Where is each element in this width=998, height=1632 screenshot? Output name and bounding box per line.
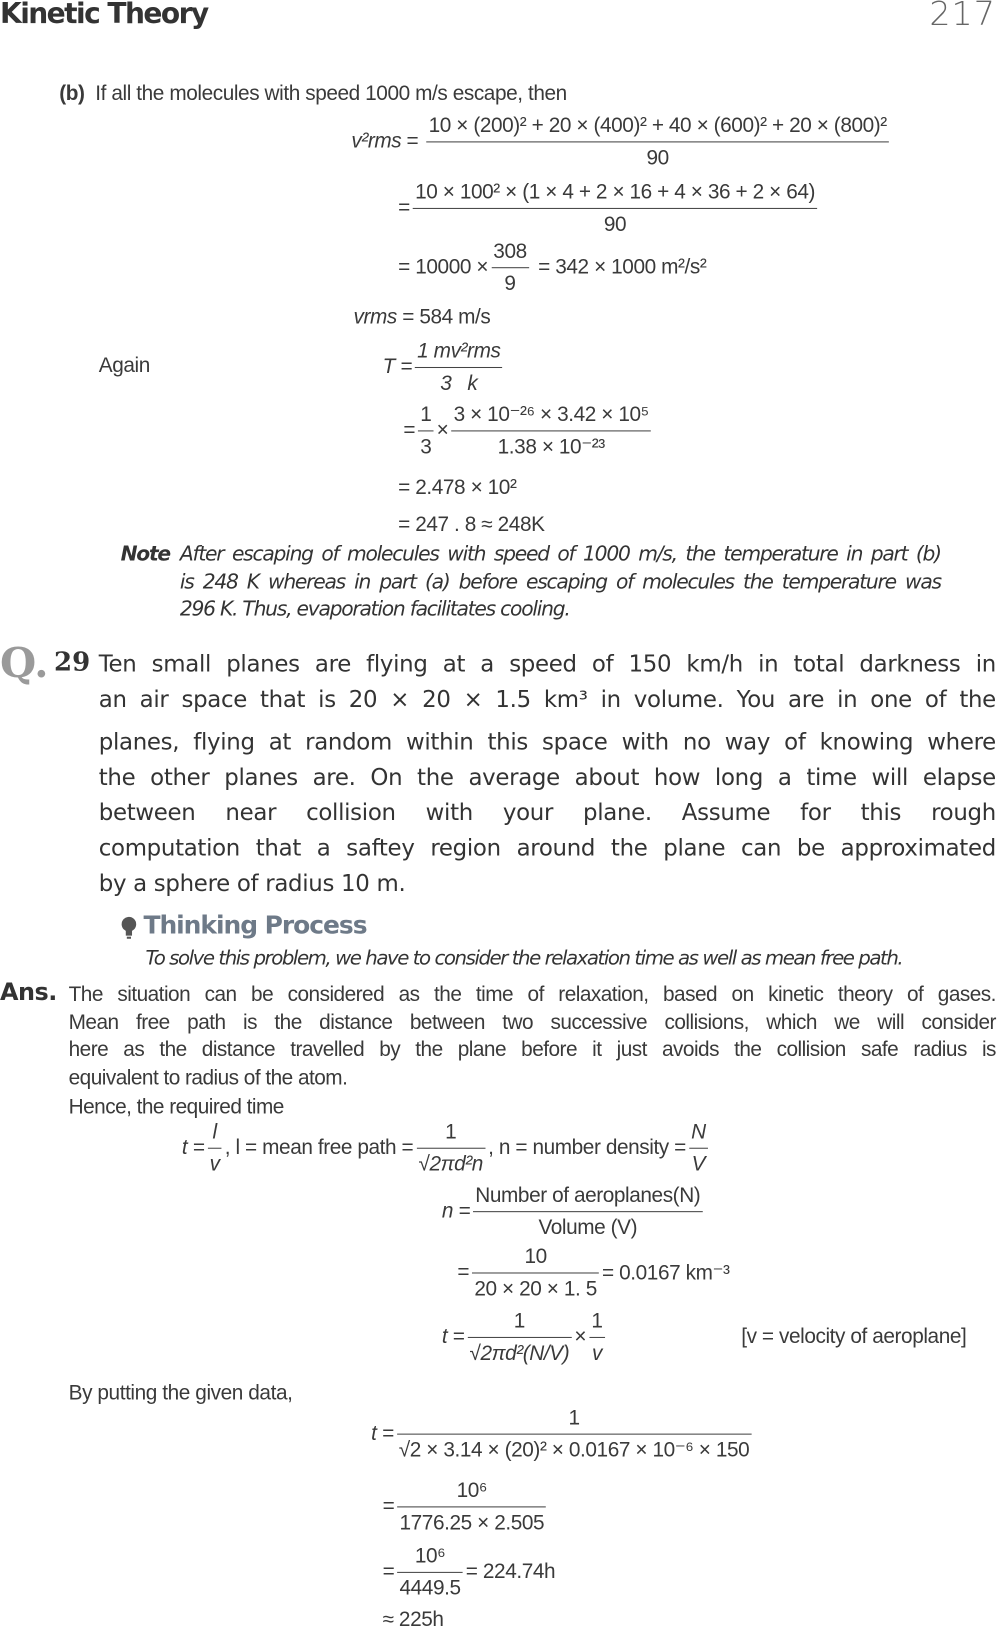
equals: = — [398, 196, 410, 220]
note-line: After escaping of molecules with speed of 1000 m/s, the temperature in part (b) — [179, 541, 941, 566]
equals: = — [382, 1560, 395, 1584]
fraction — [415, 336, 502, 399]
denominator: 3 — [420, 435, 432, 459]
note-label: Note — [120, 541, 170, 566]
chapter-title: Kinetic Theory — [0, 0, 208, 31]
fraction — [472, 1241, 599, 1304]
equation-step-3 — [398, 236, 706, 299]
numerator: 10 × 100² × (1 × 4 + 2 × 16 + 4 × 36 + 2 × 64) — [413, 177, 817, 209]
question-number: 29 — [54, 646, 91, 677]
mean-free-path-text: , l = mean free path = — [224, 1136, 414, 1160]
intro-text: If all the molecules with speed 1000 m/s escape, then — [95, 82, 567, 105]
velocity-note: [v = velocity of aeroplane] — [741, 1325, 967, 1349]
answer-line: The situation can be considered as the time of relaxation, based on kinetic theory of gases. — [68, 983, 996, 1007]
answer-line: Hence, the required time — [68, 1095, 284, 1119]
equation-number-density — [442, 1180, 706, 1243]
numerator: 1 — [467, 1306, 571, 1338]
fraction — [451, 399, 650, 462]
question-line: an air space that is 20 × 20 × 1.5 km³ in volume. You are in one of the — [98, 687, 996, 714]
prefix: = 10000 × — [398, 255, 489, 279]
equation-step-2 — [398, 177, 820, 240]
denominator: Volume (V) — [538, 1216, 638, 1240]
final-answer: ≈ 225h — [382, 1608, 444, 1632]
equation-step-8: = 247 . 8 ≈ 248K — [398, 513, 545, 537]
denominator: 3 k — [440, 372, 478, 396]
question-line: computation that a saftey region around the plane can be approximated — [98, 835, 996, 862]
equation-mean-free-path — [182, 1117, 711, 1180]
number-density-text: , n = number density = — [488, 1136, 686, 1160]
numerator: Number of aeroplanes(N) — [473, 1180, 702, 1212]
numerator: 10⁶ — [397, 1541, 462, 1573]
equation-density-value — [457, 1241, 729, 1304]
times: × — [436, 418, 449, 442]
answer-line: here as the distance travelled by the plane before it just avoids the collision safe radius is — [68, 1038, 996, 1062]
note-line: 296 K. Thus, evaporation facilitates cooling. — [179, 596, 570, 621]
denominator: 90 — [646, 146, 669, 170]
answer-text — [69, 981, 996, 1121]
equation-vrms — [353, 306, 490, 330]
numerator: N — [689, 1117, 708, 1149]
equation-temperature — [383, 336, 506, 399]
fraction — [207, 1117, 221, 1180]
equals: = — [403, 418, 416, 442]
fraction — [418, 399, 433, 462]
numerator: 1 — [416, 1117, 485, 1149]
numerator: 1 mv²rms — [415, 336, 502, 368]
denominator: v — [591, 1342, 602, 1365]
lhs: t = — [371, 1422, 394, 1446]
equation-time-step-3 — [383, 1541, 556, 1604]
fraction — [589, 1306, 604, 1369]
equation-temperature-values — [403, 399, 654, 462]
fraction — [413, 177, 817, 240]
denominator: 20 × 20 × 1. 5 — [474, 1277, 597, 1301]
result: = 342 × 1000 m²/s² — [538, 255, 707, 279]
fraction — [397, 1402, 752, 1465]
denominator: 9 — [504, 272, 516, 296]
numerator: 1 — [397, 1402, 752, 1434]
equals: = — [457, 1261, 470, 1284]
denominator: √2 × 3.14 × (20)² × 0.0167 × 10⁻⁶ × 150 — [398, 1438, 750, 1462]
answer-line: Mean free path is the distance between two successive collisions, which we will consider — [68, 1011, 996, 1034]
putting-data-text: By putting the given data, — [68, 1381, 293, 1405]
again-label: Again — [98, 354, 150, 378]
numerator: 1 — [589, 1306, 604, 1338]
denominator: 90 — [603, 213, 627, 236]
note-line: is 248 K whereas in part (a) before escaping of molecules the temperature was — [179, 569, 941, 594]
denominator: 1.38 × 10⁻²³ — [497, 435, 605, 459]
equals: = — [382, 1494, 395, 1518]
lhs: vrms — [353, 305, 397, 329]
question-prefix: Q. — [0, 638, 49, 688]
equation-time-formula — [442, 1306, 608, 1369]
part-label: (b) — [59, 82, 85, 105]
result: = 224.74h — [465, 1560, 556, 1584]
question-line: the other planes are. On the average about how long a time will elapse — [98, 765, 996, 792]
question-line: planes, flying at random within this space with no way of knowing where — [98, 729, 996, 756]
rhs: = 584 m/s — [402, 305, 491, 329]
fraction — [416, 1117, 485, 1180]
page-number: 217 — [929, 0, 996, 34]
thinking-process-text: To solve this problem, we have to consider the relaxation time as well as mean free path. — [145, 947, 903, 970]
numerator: 308 — [491, 236, 529, 268]
fraction — [397, 1475, 546, 1538]
equals: = — [406, 129, 419, 153]
lhs: t = — [441, 1325, 465, 1349]
equation-time-step-2 — [383, 1475, 550, 1538]
denominator: 4449.5 — [399, 1577, 461, 1600]
lightbulb-icon — [121, 915, 138, 945]
question-text — [99, 648, 996, 903]
fraction — [491, 236, 529, 299]
equation-step-7: = 2.478 × 10² — [398, 476, 517, 500]
numerator: 10 × (200)² + 20 × (400)² + 40 × (600)² + 20 × (800)² — [427, 110, 889, 142]
question-line: by a sphere of radius 10 m. — [98, 871, 406, 898]
lhs: v²rms — [351, 129, 402, 153]
lhs: t = — [181, 1136, 205, 1160]
lhs: n = — [441, 1199, 471, 1223]
numerator: 3 × 10⁻²⁶ × 3.42 × 10⁵ — [451, 399, 650, 431]
note-text — [180, 541, 941, 624]
result: = 0.0167 km⁻³ — [602, 1262, 730, 1285]
denominator: √2πd²n — [418, 1152, 483, 1176]
denominator: v — [209, 1152, 220, 1176]
lhs: T = — [382, 355, 412, 379]
question-line: between near collision with your plane. Assume for this rough — [98, 800, 996, 827]
denominator: V — [691, 1152, 706, 1176]
numerator: 10⁶ — [397, 1475, 546, 1507]
numerator: 10 — [472, 1241, 599, 1273]
thinking-process-title: Thinking Process — [143, 910, 367, 940]
fraction — [473, 1180, 702, 1243]
fraction — [689, 1117, 708, 1180]
equation-time-values — [371, 1402, 754, 1465]
answer-line: equivalent to radius of the atom. — [68, 1066, 348, 1089]
numerator: l — [207, 1117, 221, 1149]
denominator: √2πd²(N/V) — [469, 1342, 570, 1365]
fraction — [427, 110, 889, 173]
question-line: Ten small planes are flying at a speed of 150 km/h in total darkness in — [98, 651, 996, 678]
fraction — [467, 1306, 571, 1369]
denominator: 1776.25 × 2.505 — [399, 1511, 545, 1535]
numerator: 1 — [418, 399, 433, 431]
equation-vrms-squared — [351, 110, 892, 173]
times: × — [574, 1325, 587, 1349]
answer-label: Ans. — [0, 979, 57, 1007]
fraction — [397, 1541, 462, 1604]
part-b-intro — [59, 81, 567, 106]
